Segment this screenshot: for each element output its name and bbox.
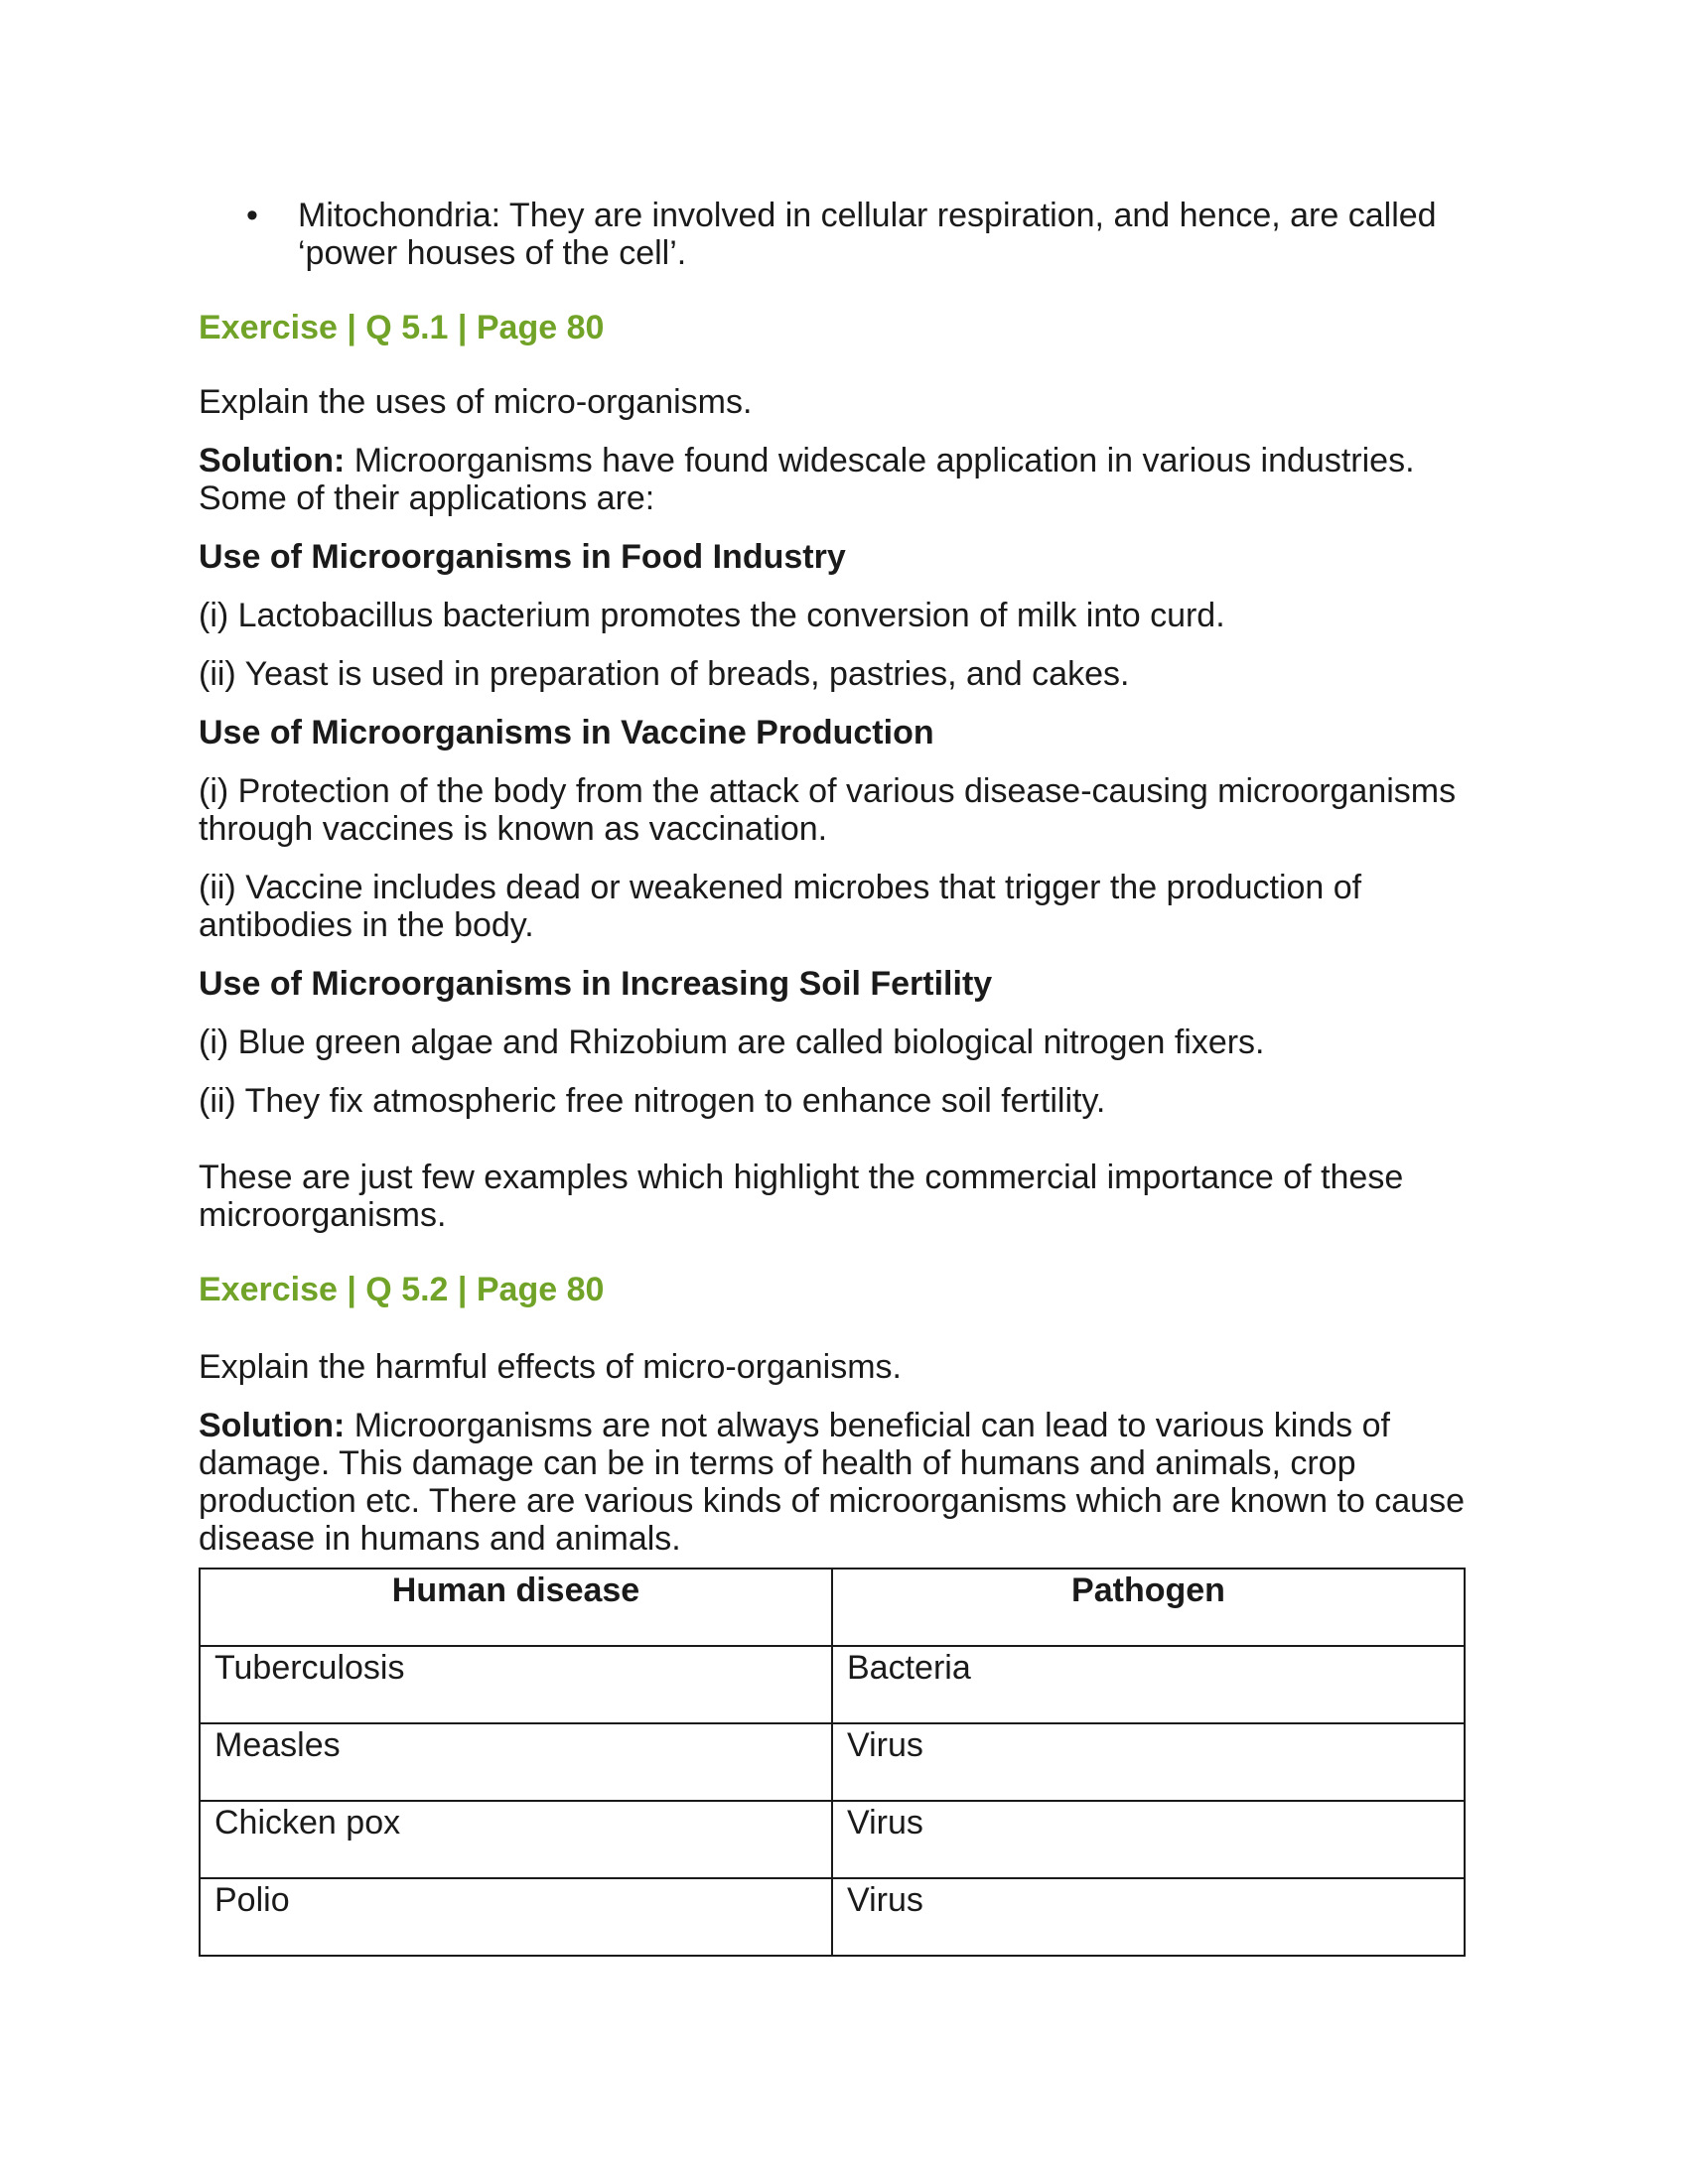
table-cell-disease: Polio bbox=[200, 1878, 832, 1956]
solution-5-1 bbox=[199, 442, 1499, 517]
page-content bbox=[199, 197, 1499, 1957]
table-cell-pathogen: Bacteria bbox=[832, 1646, 1465, 1723]
table-cell-disease: Chicken pox bbox=[200, 1801, 832, 1878]
section-heading-soil: Use of Microorganisms in Increasing Soil Fertility bbox=[199, 965, 993, 1003]
exercise-title-5-2: Exercise | Q 5.2 | Page 80 bbox=[199, 1271, 605, 1308]
food-item-2: (ii) Yeast is used in preparation of breads, pastries, and cakes. bbox=[199, 655, 1130, 693]
soil-item-1: (i) Blue green algae and Rhizobium are called biological nitrogen fixers. bbox=[199, 1024, 1265, 1061]
bullet-line-2: ‘power houses of the cell’. bbox=[298, 234, 687, 272]
conclusion-5-1: These are just few examples which highlight the commercial importance of these microorganisms. bbox=[199, 1159, 1404, 1234]
table-row bbox=[200, 1801, 1465, 1878]
mitochondria-bullet bbox=[199, 197, 1499, 272]
solution-text: Microorganisms have found widescale application in various industries. Some of their applications are: bbox=[199, 442, 1415, 517]
table-cell-pathogen: Virus bbox=[832, 1723, 1465, 1801]
table-cell-pathogen: Virus bbox=[832, 1801, 1465, 1878]
disease-pathogen-table bbox=[199, 1568, 1466, 1957]
vaccine-item-2: (ii) Vaccine includes dead or weakened microbes that trigger the production of antibodies in the body. bbox=[199, 869, 1362, 944]
table-row bbox=[200, 1646, 1465, 1723]
solution-text: Microorganisms are not always beneficial can lead to various kinds of damage. This damage can be in terms of health of humans and animals, crop production etc. There are various kinds of microorganisms which are known to cause disease in humans and animals. bbox=[199, 1407, 1465, 1558]
table-row bbox=[200, 1878, 1465, 1956]
food-item-1: (i) Lactobacillus bacterium promotes the conversion of milk into curd. bbox=[199, 597, 1225, 634]
question-5-1: Explain the uses of micro-organisms. bbox=[199, 383, 753, 421]
solution-label: Solution: bbox=[199, 442, 346, 479]
exercise-title-5-1: Exercise | Q 5.1 | Page 80 bbox=[199, 309, 605, 346]
soil-item-2: (ii) They fix atmospheric free nitrogen to enhance soil fertility. bbox=[199, 1082, 1106, 1120]
table-header-row bbox=[200, 1569, 1465, 1646]
table-header-disease: Human disease bbox=[200, 1569, 832, 1646]
section-heading-vaccine: Use of Microorganisms in Vaccine Production bbox=[199, 714, 934, 751]
section-heading-food: Use of Microorganisms in Food Industry bbox=[199, 538, 846, 576]
table-row bbox=[200, 1723, 1465, 1801]
table-cell-disease: Measles bbox=[200, 1723, 832, 1801]
bullet-line-1: Mitochondria: They are involved in cellular respiration, and hence, are called bbox=[298, 197, 1437, 234]
solution-label: Solution: bbox=[199, 1407, 346, 1444]
table-header-pathogen: Pathogen bbox=[832, 1569, 1465, 1646]
bullet-dot-icon: • bbox=[246, 197, 258, 234]
table-cell-disease: Tuberculosis bbox=[200, 1646, 832, 1723]
vaccine-item-1: (i) Protection of the body from the attack of various disease-causing microorganisms through vaccines is known as vaccination. bbox=[199, 772, 1457, 848]
solution-5-2 bbox=[199, 1407, 1499, 1558]
table-cell-pathogen: Virus bbox=[832, 1878, 1465, 1956]
question-5-2: Explain the harmful effects of micro-organisms. bbox=[199, 1348, 902, 1386]
